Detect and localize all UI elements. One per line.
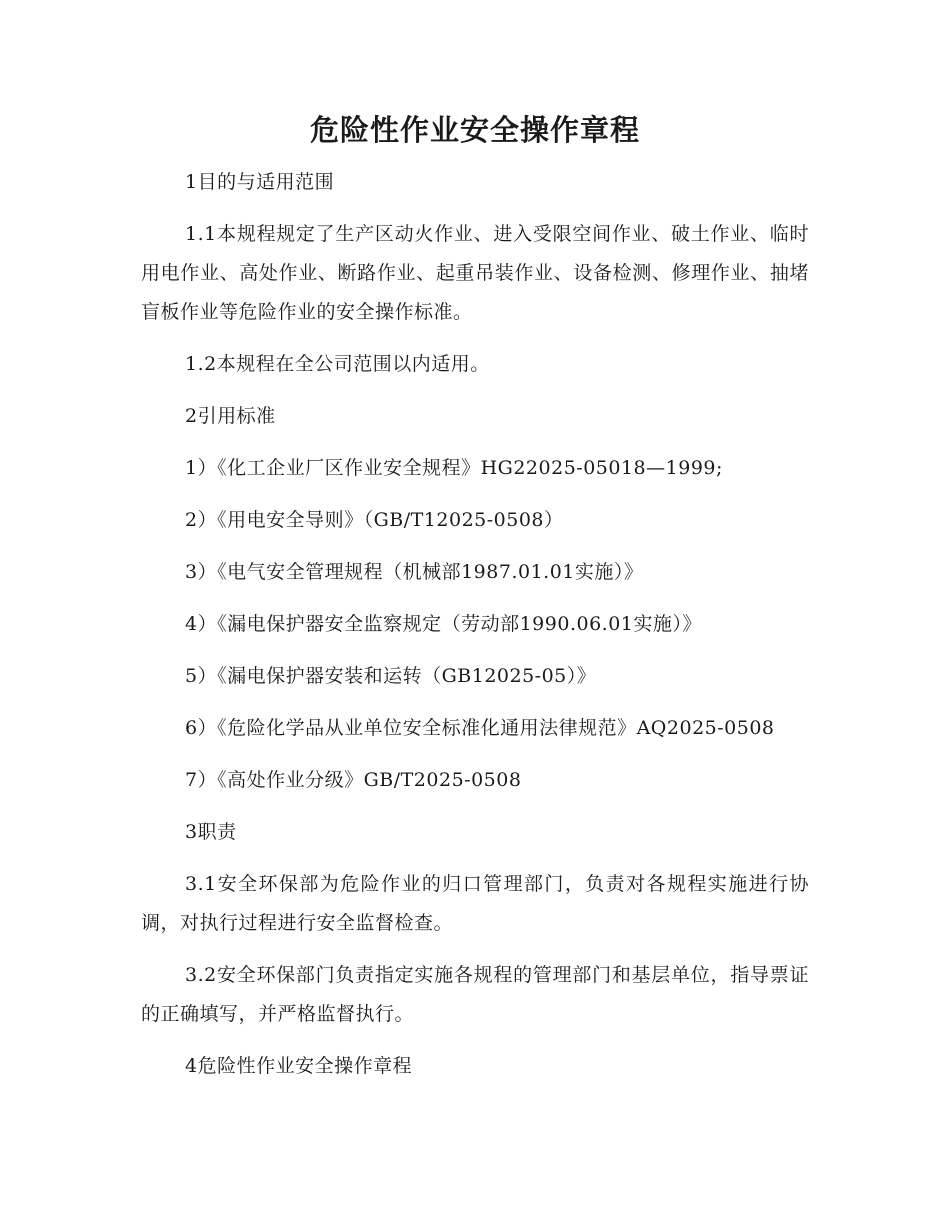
reference-item-6: 6）《危险化学品从业单位安全标准化通用法律规范》AQ2025-0508 (185, 717, 775, 739)
reference-item-5: 5）《漏电保护器安装和运转（GB12025-05）》 (185, 665, 597, 687)
section-heading-scope: 1目的与适用范围 (185, 171, 335, 193)
reference-item-3: 3）《电气安全管理规程（机械部1987.01.01实施）》 (185, 561, 644, 583)
reference-item-7: 7）《高处作业分级》GB/T2025-0508 (185, 769, 522, 791)
paragraph-1-1: 1.1本规程规定了生产区动火作业、进入受限空间作业、破土作业、临时用电作业、高处作业、断路作业、起重吊装作业、设备检测、修理作业、抽堵盲板作业等危险作业的安全操作标准。 (141, 223, 809, 323)
paragraph-3-1: 3.1安全环保部为危险作业的归口管理部门，负责对各规程实施进行协调，对执行过程进行安全监督检查。 (141, 873, 809, 934)
reference-item-1: 1）《化工企业厂区作业安全规程》HG22025-05018—1999; (185, 457, 723, 479)
document-title: 危险性作业安全操作章程 (309, 113, 640, 147)
paragraph-1-2: 1.2本规程在全公司范围以内适用。 (185, 353, 490, 375)
reference-item-2: 2）《用电安全导则》（GB/T12025-0508） (185, 509, 564, 531)
section-heading-procedures: 4危险性作业安全操作章程 (185, 1055, 413, 1077)
reference-item-4: 4）《漏电保护器安全监察规定（劳动部1990.06.01实施）》 (185, 613, 702, 635)
section-heading-responsibilities: 3职责 (185, 821, 237, 843)
paragraph-3-2: 3.2安全环保部门负责指定实施各规程的管理部门和基层单位，指导票证的正确填写，并严格监督执行。 (141, 964, 809, 1025)
document-body (141, 163, 809, 1099)
section-heading-references: 2引用标准 (185, 405, 276, 427)
